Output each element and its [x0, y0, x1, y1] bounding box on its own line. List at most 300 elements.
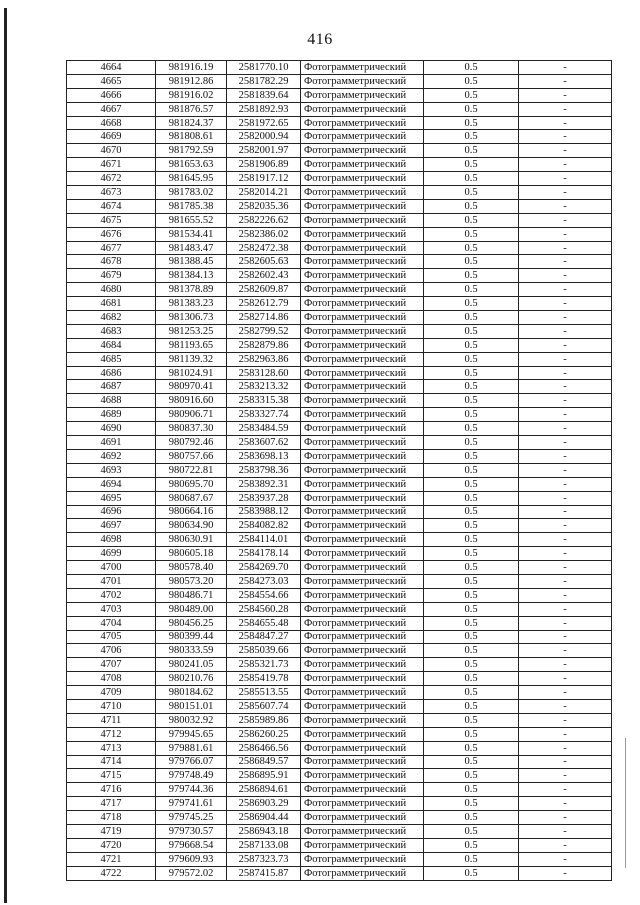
note-cell: -	[519, 852, 612, 866]
table-row	[67, 422, 612, 436]
accuracy-cell: 0.5	[424, 297, 519, 311]
accuracy-cell: 0.5	[424, 88, 519, 102]
accuracy-cell: 0.5	[424, 574, 519, 588]
y-coordinate-cell: 2582602.43	[227, 269, 301, 283]
y-coordinate-cell: 2583484.59	[227, 422, 301, 436]
table-row	[67, 269, 612, 283]
method-cell: Фотограмметрический	[301, 408, 424, 422]
method-cell: Фотограмметрический	[301, 394, 424, 408]
x-coordinate-cell: 981792.59	[156, 144, 227, 158]
x-coordinate-cell: 980837.30	[156, 422, 227, 436]
x-coordinate-cell: 980970.41	[156, 380, 227, 394]
x-coordinate-cell: 981783.02	[156, 186, 227, 200]
method-cell: Фотограмметрический	[301, 130, 424, 144]
y-coordinate-cell: 2586903.29	[227, 797, 301, 811]
table-row	[67, 311, 612, 325]
accuracy-cell: 0.5	[424, 366, 519, 380]
x-coordinate-cell: 980184.62	[156, 686, 227, 700]
accuracy-cell: 0.5	[424, 130, 519, 144]
x-coordinate-cell: 979609.93	[156, 852, 227, 866]
note-cell: -	[519, 574, 612, 588]
table-row	[67, 672, 612, 686]
note-cell: -	[519, 616, 612, 630]
point-number-cell: 4678	[67, 255, 156, 269]
accuracy-cell: 0.5	[424, 144, 519, 158]
method-cell: Фотограмметрический	[301, 102, 424, 116]
table-row	[67, 102, 612, 116]
x-coordinate-cell: 981876.57	[156, 102, 227, 116]
table-row	[67, 824, 612, 838]
point-number-cell: 4696	[67, 505, 156, 519]
accuracy-cell: 0.5	[424, 616, 519, 630]
method-cell: Фотограмметрический	[301, 449, 424, 463]
method-cell: Фотограмметрический	[301, 158, 424, 172]
method-cell: Фотограмметрический	[301, 297, 424, 311]
table-row	[67, 366, 612, 380]
method-cell: Фотограмметрический	[301, 116, 424, 130]
method-cell: Фотограмметрический	[301, 311, 424, 325]
accuracy-cell: 0.5	[424, 394, 519, 408]
note-cell: -	[519, 824, 612, 838]
note-cell: -	[519, 199, 612, 213]
method-cell: Фотограмметрический	[301, 213, 424, 227]
point-number-cell: 4709	[67, 686, 156, 700]
method-cell: Фотограмметрический	[301, 769, 424, 783]
note-cell: -	[519, 699, 612, 713]
y-coordinate-cell: 2586849.57	[227, 755, 301, 769]
point-number-cell: 4707	[67, 658, 156, 672]
y-coordinate-cell: 2581770.10	[227, 61, 301, 75]
x-coordinate-cell: 981534.41	[156, 227, 227, 241]
accuracy-cell: 0.5	[424, 824, 519, 838]
point-number-cell: 4719	[67, 824, 156, 838]
accuracy-cell: 0.5	[424, 783, 519, 797]
x-coordinate-cell: 981253.25	[156, 324, 227, 338]
method-cell: Фотограмметрический	[301, 463, 424, 477]
note-cell: -	[519, 102, 612, 116]
x-coordinate-cell: 979744.36	[156, 783, 227, 797]
point-number-cell: 4675	[67, 213, 156, 227]
table-row	[67, 588, 612, 602]
accuracy-cell: 0.5	[424, 491, 519, 505]
y-coordinate-cell: 2582001.97	[227, 144, 301, 158]
y-coordinate-cell: 2583327.74	[227, 408, 301, 422]
method-cell: Фотограмметрический	[301, 477, 424, 491]
x-coordinate-cell: 981383.23	[156, 297, 227, 311]
y-coordinate-cell: 2582879.86	[227, 338, 301, 352]
accuracy-cell: 0.5	[424, 255, 519, 269]
table-row	[67, 380, 612, 394]
method-cell: Фотограмметрический	[301, 352, 424, 366]
point-number-cell: 4683	[67, 324, 156, 338]
point-number-cell: 4697	[67, 519, 156, 533]
method-cell: Фотограмметрический	[301, 547, 424, 561]
method-cell: Фотограмметрический	[301, 783, 424, 797]
y-coordinate-cell: 2584114.01	[227, 533, 301, 547]
point-number-cell: 4700	[67, 561, 156, 575]
note-cell: -	[519, 213, 612, 227]
y-coordinate-cell: 2581839.64	[227, 88, 301, 102]
note-cell: -	[519, 588, 612, 602]
accuracy-cell: 0.5	[424, 324, 519, 338]
method-cell: Фотограмметрический	[301, 227, 424, 241]
table-row	[67, 755, 612, 769]
y-coordinate-cell: 2582963.86	[227, 352, 301, 366]
method-cell: Фотограмметрический	[301, 727, 424, 741]
x-coordinate-cell: 979748.49	[156, 769, 227, 783]
point-number-cell: 4711	[67, 713, 156, 727]
note-cell: -	[519, 491, 612, 505]
x-coordinate-cell: 980695.70	[156, 477, 227, 491]
note-cell: -	[519, 463, 612, 477]
accuracy-cell: 0.5	[424, 838, 519, 852]
accuracy-cell: 0.5	[424, 686, 519, 700]
note-cell: -	[519, 797, 612, 811]
y-coordinate-cell: 2581917.12	[227, 172, 301, 186]
accuracy-cell: 0.5	[424, 741, 519, 755]
x-coordinate-cell: 981139.32	[156, 352, 227, 366]
note-cell: -	[519, 311, 612, 325]
note-cell: -	[519, 477, 612, 491]
note-cell: -	[519, 436, 612, 450]
point-number-cell: 4673	[67, 186, 156, 200]
method-cell: Фотограмметрический	[301, 686, 424, 700]
method-cell: Фотограмметрический	[301, 838, 424, 852]
accuracy-cell: 0.5	[424, 630, 519, 644]
note-cell: -	[519, 686, 612, 700]
table-row	[67, 852, 612, 866]
method-cell: Фотограмметрический	[301, 741, 424, 755]
point-number-cell: 4693	[67, 463, 156, 477]
table-row	[67, 283, 612, 297]
x-coordinate-cell: 980456.25	[156, 616, 227, 630]
table-row	[67, 533, 612, 547]
accuracy-cell: 0.5	[424, 672, 519, 686]
y-coordinate-cell: 2584847.27	[227, 630, 301, 644]
table-row	[67, 769, 612, 783]
y-coordinate-cell: 2582609.87	[227, 283, 301, 297]
x-coordinate-cell: 980241.05	[156, 658, 227, 672]
table-row	[67, 88, 612, 102]
point-number-cell: 4676	[67, 227, 156, 241]
accuracy-cell: 0.5	[424, 408, 519, 422]
note-cell: -	[519, 338, 612, 352]
table-row	[67, 352, 612, 366]
table-row	[67, 630, 612, 644]
method-cell: Фотограмметрический	[301, 199, 424, 213]
accuracy-cell: 0.5	[424, 699, 519, 713]
accuracy-cell: 0.5	[424, 755, 519, 769]
note-cell: -	[519, 672, 612, 686]
y-coordinate-cell: 2583798.36	[227, 463, 301, 477]
table-row	[67, 713, 612, 727]
table-row	[67, 616, 612, 630]
y-coordinate-cell: 2586894.61	[227, 783, 301, 797]
method-cell: Фотограмметрический	[301, 380, 424, 394]
note-cell: -	[519, 324, 612, 338]
page-number: 416	[307, 31, 333, 48]
table-row	[67, 130, 612, 144]
accuracy-cell: 0.5	[424, 74, 519, 88]
y-coordinate-cell: 2586895.91	[227, 769, 301, 783]
point-number-cell: 4694	[67, 477, 156, 491]
point-number-cell: 4701	[67, 574, 156, 588]
y-coordinate-cell: 2582605.63	[227, 255, 301, 269]
table-row	[67, 574, 612, 588]
point-number-cell: 4688	[67, 394, 156, 408]
x-coordinate-cell: 980032.92	[156, 713, 227, 727]
accuracy-cell: 0.5	[424, 644, 519, 658]
point-number-cell: 4703	[67, 602, 156, 616]
point-number-cell: 4716	[67, 783, 156, 797]
point-number-cell: 4692	[67, 449, 156, 463]
table-row	[67, 463, 612, 477]
x-coordinate-cell: 980333.59	[156, 644, 227, 658]
y-coordinate-cell: 2584655.48	[227, 616, 301, 630]
note-cell: -	[519, 172, 612, 186]
accuracy-cell: 0.5	[424, 713, 519, 727]
x-coordinate-cell: 980664.16	[156, 505, 227, 519]
point-number-cell: 4702	[67, 588, 156, 602]
x-coordinate-cell: 979741.61	[156, 797, 227, 811]
accuracy-cell: 0.5	[424, 227, 519, 241]
note-cell: -	[519, 505, 612, 519]
note-cell: -	[519, 561, 612, 575]
y-coordinate-cell: 2583315.38	[227, 394, 301, 408]
accuracy-cell: 0.5	[424, 380, 519, 394]
accuracy-cell: 0.5	[424, 269, 519, 283]
table-row	[67, 699, 612, 713]
point-number-cell: 4671	[67, 158, 156, 172]
point-number-cell: 4704	[67, 616, 156, 630]
y-coordinate-cell: 2582714.86	[227, 311, 301, 325]
method-cell: Фотограмметрический	[301, 186, 424, 200]
point-number-cell: 4705	[67, 630, 156, 644]
method-cell: Фотограмметрический	[301, 436, 424, 450]
method-cell: Фотограмметрический	[301, 269, 424, 283]
method-cell: Фотограмметрический	[301, 324, 424, 338]
point-number-cell: 4720	[67, 838, 156, 852]
note-cell: -	[519, 783, 612, 797]
table-row	[67, 505, 612, 519]
accuracy-cell: 0.5	[424, 561, 519, 575]
point-number-cell: 4699	[67, 547, 156, 561]
point-number-cell: 4706	[67, 644, 156, 658]
y-coordinate-cell: 2585513.55	[227, 686, 301, 700]
method-cell: Фотограмметрический	[301, 824, 424, 838]
table-row	[67, 436, 612, 450]
x-coordinate-cell: 981916.02	[156, 88, 227, 102]
x-coordinate-cell: 980605.18	[156, 547, 227, 561]
table-row	[67, 116, 612, 130]
method-cell: Фотограмметрический	[301, 505, 424, 519]
method-cell: Фотограмметрический	[301, 658, 424, 672]
x-coordinate-cell: 980916.60	[156, 394, 227, 408]
point-number-cell: 4721	[67, 852, 156, 866]
table-row	[67, 186, 612, 200]
point-number-cell: 4677	[67, 241, 156, 255]
x-coordinate-cell: 981483.47	[156, 241, 227, 255]
y-coordinate-cell: 2584273.03	[227, 574, 301, 588]
note-cell: -	[519, 394, 612, 408]
y-coordinate-cell: 2583128.60	[227, 366, 301, 380]
point-number-cell: 4674	[67, 199, 156, 213]
accuracy-cell: 0.5	[424, 241, 519, 255]
method-cell: Фотограмметрический	[301, 797, 424, 811]
accuracy-cell: 0.5	[424, 158, 519, 172]
method-cell: Фотограмметрический	[301, 616, 424, 630]
y-coordinate-cell: 2582612.79	[227, 297, 301, 311]
y-coordinate-cell: 2587323.73	[227, 852, 301, 866]
note-cell: -	[519, 408, 612, 422]
point-number-cell: 4710	[67, 699, 156, 713]
point-number-cell: 4685	[67, 352, 156, 366]
method-cell: Фотограмметрический	[301, 74, 424, 88]
y-coordinate-cell: 2584554.66	[227, 588, 301, 602]
x-coordinate-cell: 980489.00	[156, 602, 227, 616]
x-coordinate-cell: 980151.01	[156, 699, 227, 713]
method-cell: Фотограмметрический	[301, 699, 424, 713]
x-coordinate-cell: 980722.81	[156, 463, 227, 477]
y-coordinate-cell: 2583988.12	[227, 505, 301, 519]
table-row	[67, 241, 612, 255]
accuracy-cell: 0.5	[424, 852, 519, 866]
x-coordinate-cell: 979766.07	[156, 755, 227, 769]
accuracy-cell: 0.5	[424, 588, 519, 602]
note-cell: -	[519, 88, 612, 102]
point-number-cell: 4684	[67, 338, 156, 352]
table-row	[67, 227, 612, 241]
table-row	[67, 449, 612, 463]
accuracy-cell: 0.5	[424, 449, 519, 463]
method-cell: Фотограмметрический	[301, 144, 424, 158]
y-coordinate-cell: 2583213.32	[227, 380, 301, 394]
table-row	[67, 811, 612, 825]
table-row	[67, 297, 612, 311]
point-number-cell: 4713	[67, 741, 156, 755]
point-number-cell: 4690	[67, 422, 156, 436]
note-cell: -	[519, 61, 612, 75]
point-number-cell: 4691	[67, 436, 156, 450]
y-coordinate-cell: 2586904.44	[227, 811, 301, 825]
table-row	[67, 394, 612, 408]
method-cell: Фотограмметрический	[301, 866, 424, 880]
x-coordinate-cell: 981384.13	[156, 269, 227, 283]
x-coordinate-cell: 980399.44	[156, 630, 227, 644]
method-cell: Фотограмметрический	[301, 88, 424, 102]
table-row	[67, 658, 612, 672]
point-number-cell: 4679	[67, 269, 156, 283]
note-cell: -	[519, 602, 612, 616]
method-cell: Фотограмметрический	[301, 630, 424, 644]
y-coordinate-cell: 2583607.62	[227, 436, 301, 450]
x-coordinate-cell: 979668.54	[156, 838, 227, 852]
note-cell: -	[519, 755, 612, 769]
scan-edge-line	[4, 8, 7, 903]
y-coordinate-cell: 2585607.74	[227, 699, 301, 713]
note-cell: -	[519, 74, 612, 88]
accuracy-cell: 0.5	[424, 436, 519, 450]
note-cell: -	[519, 838, 612, 852]
point-number-cell: 4689	[67, 408, 156, 422]
point-number-cell: 4695	[67, 491, 156, 505]
table-row	[67, 74, 612, 88]
method-cell: Фотограмметрический	[301, 588, 424, 602]
accuracy-cell: 0.5	[424, 352, 519, 366]
x-coordinate-cell: 980906.71	[156, 408, 227, 422]
y-coordinate-cell: 2583698.13	[227, 449, 301, 463]
table-row	[67, 199, 612, 213]
accuracy-cell: 0.5	[424, 797, 519, 811]
note-cell: -	[519, 519, 612, 533]
table-row	[67, 547, 612, 561]
x-coordinate-cell: 981024.91	[156, 366, 227, 380]
note-cell: -	[519, 269, 612, 283]
accuracy-cell: 0.5	[424, 519, 519, 533]
note-cell: -	[519, 380, 612, 394]
y-coordinate-cell: 2582386.02	[227, 227, 301, 241]
method-cell: Фотограмметрический	[301, 491, 424, 505]
note-cell: -	[519, 297, 612, 311]
accuracy-cell: 0.5	[424, 116, 519, 130]
coordinates-table	[66, 60, 612, 881]
accuracy-cell: 0.5	[424, 602, 519, 616]
point-number-cell: 4680	[67, 283, 156, 297]
table-row	[67, 783, 612, 797]
x-coordinate-cell: 980687.67	[156, 491, 227, 505]
y-coordinate-cell: 2581906.89	[227, 158, 301, 172]
x-coordinate-cell: 981193.65	[156, 338, 227, 352]
accuracy-cell: 0.5	[424, 533, 519, 547]
method-cell: Фотограмметрический	[301, 172, 424, 186]
point-number-cell: 4715	[67, 769, 156, 783]
note-cell: -	[519, 283, 612, 297]
x-coordinate-cell: 981653.63	[156, 158, 227, 172]
coordinates-table-body	[67, 61, 612, 881]
y-coordinate-cell: 2586943.18	[227, 824, 301, 838]
table-row	[67, 838, 612, 852]
method-cell: Фотограмметрический	[301, 283, 424, 297]
accuracy-cell: 0.5	[424, 172, 519, 186]
accuracy-cell: 0.5	[424, 311, 519, 325]
note-cell: -	[519, 713, 612, 727]
accuracy-cell: 0.5	[424, 186, 519, 200]
point-number-cell: 4708	[67, 672, 156, 686]
note-cell: -	[519, 255, 612, 269]
y-coordinate-cell: 2584560.28	[227, 602, 301, 616]
method-cell: Фотограмметрический	[301, 422, 424, 436]
accuracy-cell: 0.5	[424, 463, 519, 477]
method-cell: Фотограмметрический	[301, 61, 424, 75]
accuracy-cell: 0.5	[424, 102, 519, 116]
note-cell: -	[519, 533, 612, 547]
point-number-cell: 4722	[67, 866, 156, 880]
method-cell: Фотограмметрический	[301, 533, 424, 547]
accuracy-cell: 0.5	[424, 727, 519, 741]
accuracy-cell: 0.5	[424, 866, 519, 880]
method-cell: Фотограмметрический	[301, 255, 424, 269]
accuracy-cell: 0.5	[424, 658, 519, 672]
table-row	[67, 324, 612, 338]
method-cell: Фотограмметрический	[301, 366, 424, 380]
x-coordinate-cell: 981388.45	[156, 255, 227, 269]
point-number-cell: 4686	[67, 366, 156, 380]
table-row	[67, 866, 612, 880]
table-row	[67, 686, 612, 700]
y-coordinate-cell: 2585989.86	[227, 713, 301, 727]
y-coordinate-cell: 2587415.87	[227, 866, 301, 880]
x-coordinate-cell: 981824.37	[156, 116, 227, 130]
